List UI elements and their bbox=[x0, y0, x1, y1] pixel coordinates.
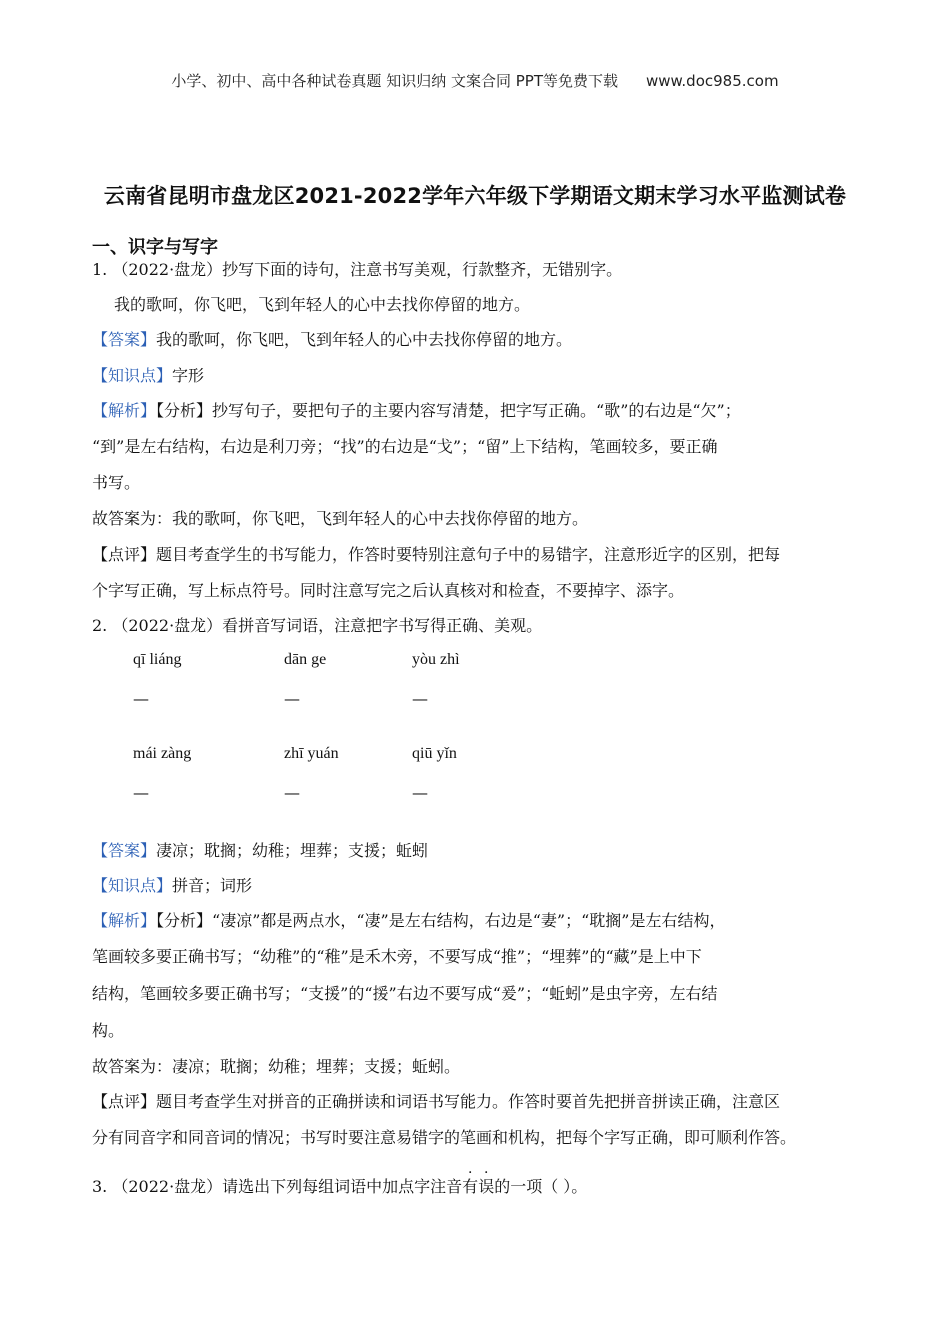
header-url[interactable]: www.doc985.com bbox=[645, 72, 779, 90]
q2-analysis-line-4: 构。 bbox=[92, 1021, 125, 1040]
q1-conclusion: 故答案为：我的歌呵，你飞吧，飞到年轻人的心中去找你停留的地方。 bbox=[92, 509, 589, 528]
q1-answer: 我的歌呵，你飞吧，飞到年轻人的心中去找你停留的地方。 bbox=[156, 330, 573, 349]
pinyin-dan-ge: dān ge bbox=[284, 651, 327, 668]
emphasis-dot: · bbox=[467, 1165, 473, 1181]
comment-label: 【点评】 bbox=[92, 545, 157, 564]
answer-blank[interactable]: — bbox=[412, 689, 428, 708]
pinyin-mai-zang: mái zàng bbox=[133, 745, 192, 762]
q1-analysis-line-1: 【解析】【分析】抄写句子，要把句子的主要内容写清楚，把字写正确。“歌”的右边是“欠”； bbox=[92, 401, 741, 420]
q2-analysis-line-3: 结构，笔画较多要正确书写；“支援”的“援”右边不要写成“爰”；“蚯蚓”是虫字旁，左右结 bbox=[92, 984, 718, 1003]
q2-answer-row bbox=[92, 841, 428, 861]
page-title: 云南省昆明市盘龙区2021-2022学年六年级下学期语文期末学习水平监测试卷 bbox=[103, 184, 847, 208]
emphasized-char: · 误 bbox=[478, 1165, 495, 1196]
knowledge-label: 【知识点】 bbox=[92, 366, 173, 385]
analysis-label: 【解析】 bbox=[92, 911, 157, 930]
emphasized-char: · 有 bbox=[462, 1165, 479, 1196]
q1-stem: 1. （2022·盘龙）抄写下面的诗句，注意书写美观，行款整齐，无错别字。 bbox=[92, 260, 623, 279]
q2-analysis-line-1: 【解析】【分析】“凄凉”都是两点水，“凄”是左右结构，右边是“妻”；“耽搁”是左右结构， bbox=[92, 911, 726, 930]
q2-conclusion: 故答案为：凄凉；耽搁；幼稚；埋葬；支援；蚯蚓。 bbox=[92, 1057, 461, 1076]
answer-label: 【答案】 bbox=[92, 330, 157, 349]
comment-label: 【点评】 bbox=[92, 1092, 157, 1111]
q3-stem: 3. （2022·盘龙）请选出下列每组词语中加点字注音 · 有 · 误的一项（ ）。 bbox=[92, 1165, 588, 1196]
answer-blank[interactable]: — bbox=[412, 783, 428, 802]
header-text: 小学、初中、高中各种试卷真题 知识归纳 文案合同 PPT等免费下载 bbox=[171, 72, 618, 90]
section-heading: 一、识字与写字 bbox=[92, 237, 218, 258]
q1-comment-line-2: 个字写正确，写上标点符号。同时注意写完之后认真核对和检查，不要掉字、添字。 bbox=[92, 581, 685, 600]
q2-comment-line-2: 分有同音字和同音词的情况；书写时要注意易错字的笔画和机构，把每个字写正确，即可顺利作答。 bbox=[92, 1128, 797, 1147]
q2-comment-line-1: 【点评】题目考查学生对拼音的正确拼读和词语书写能力。作答时要首先把拼音拼读正确，注意区 bbox=[92, 1092, 781, 1111]
answer-blank[interactable]: — bbox=[284, 689, 300, 708]
knowledge-label: 【知识点】 bbox=[92, 876, 173, 895]
q1-answer-row bbox=[92, 330, 572, 350]
q1-analysis-line-3: 书写。 bbox=[92, 473, 141, 492]
q2-knowledge-row bbox=[92, 876, 252, 896]
pinyin-you-zhi: yòu zhì bbox=[412, 651, 460, 668]
answer-blank[interactable]: — bbox=[133, 783, 149, 802]
q1-knowledge-row bbox=[92, 366, 204, 386]
q2-stem: 2. （2022·盘龙）看拼音写词语，注意把字书写得正确、美观。 bbox=[92, 616, 543, 635]
q1-analysis-line-2: “到”是左右结构，右边是利刀旁；“找”的右边是“戈”；“留”上下结构，笔画较多，要正确 bbox=[92, 437, 718, 456]
q2-knowledge: 拼音；词形 bbox=[172, 876, 253, 895]
pinyin-zhi-yuan: zhī yuán bbox=[284, 745, 339, 762]
q1-comment-line-1: 【点评】题目考查学生的书写能力，作答时要特别注意句子中的易错字，注意形近字的区别，把每 bbox=[92, 545, 781, 564]
answer-label: 【答案】 bbox=[92, 841, 157, 860]
q2-analysis-line-2: 笔画较多要正确书写；“幼稚”的“稚”是禾木旁，不要写成“推”；“埋葬”的“藏”是上中下 bbox=[92, 947, 702, 966]
answer-blank[interactable]: — bbox=[284, 783, 300, 802]
page-header bbox=[0, 70, 950, 91]
q2-answer: 凄凉；耽搁；幼稚；埋葬；支援；蚯蚓 bbox=[156, 841, 429, 860]
q1-knowledge: 字形 bbox=[172, 366, 205, 385]
q1-poem: 我的歌呵，你飞吧，飞到年轻人的心中去找你停留的地方。 bbox=[114, 295, 531, 314]
pinyin-qi-liang: qī liáng bbox=[133, 651, 182, 668]
emphasis-dot: · bbox=[483, 1165, 489, 1181]
answer-blank[interactable]: — bbox=[133, 689, 149, 708]
analysis-label: 【解析】 bbox=[92, 401, 157, 420]
pinyin-qiu-yin: qiū yǐn bbox=[412, 745, 457, 762]
